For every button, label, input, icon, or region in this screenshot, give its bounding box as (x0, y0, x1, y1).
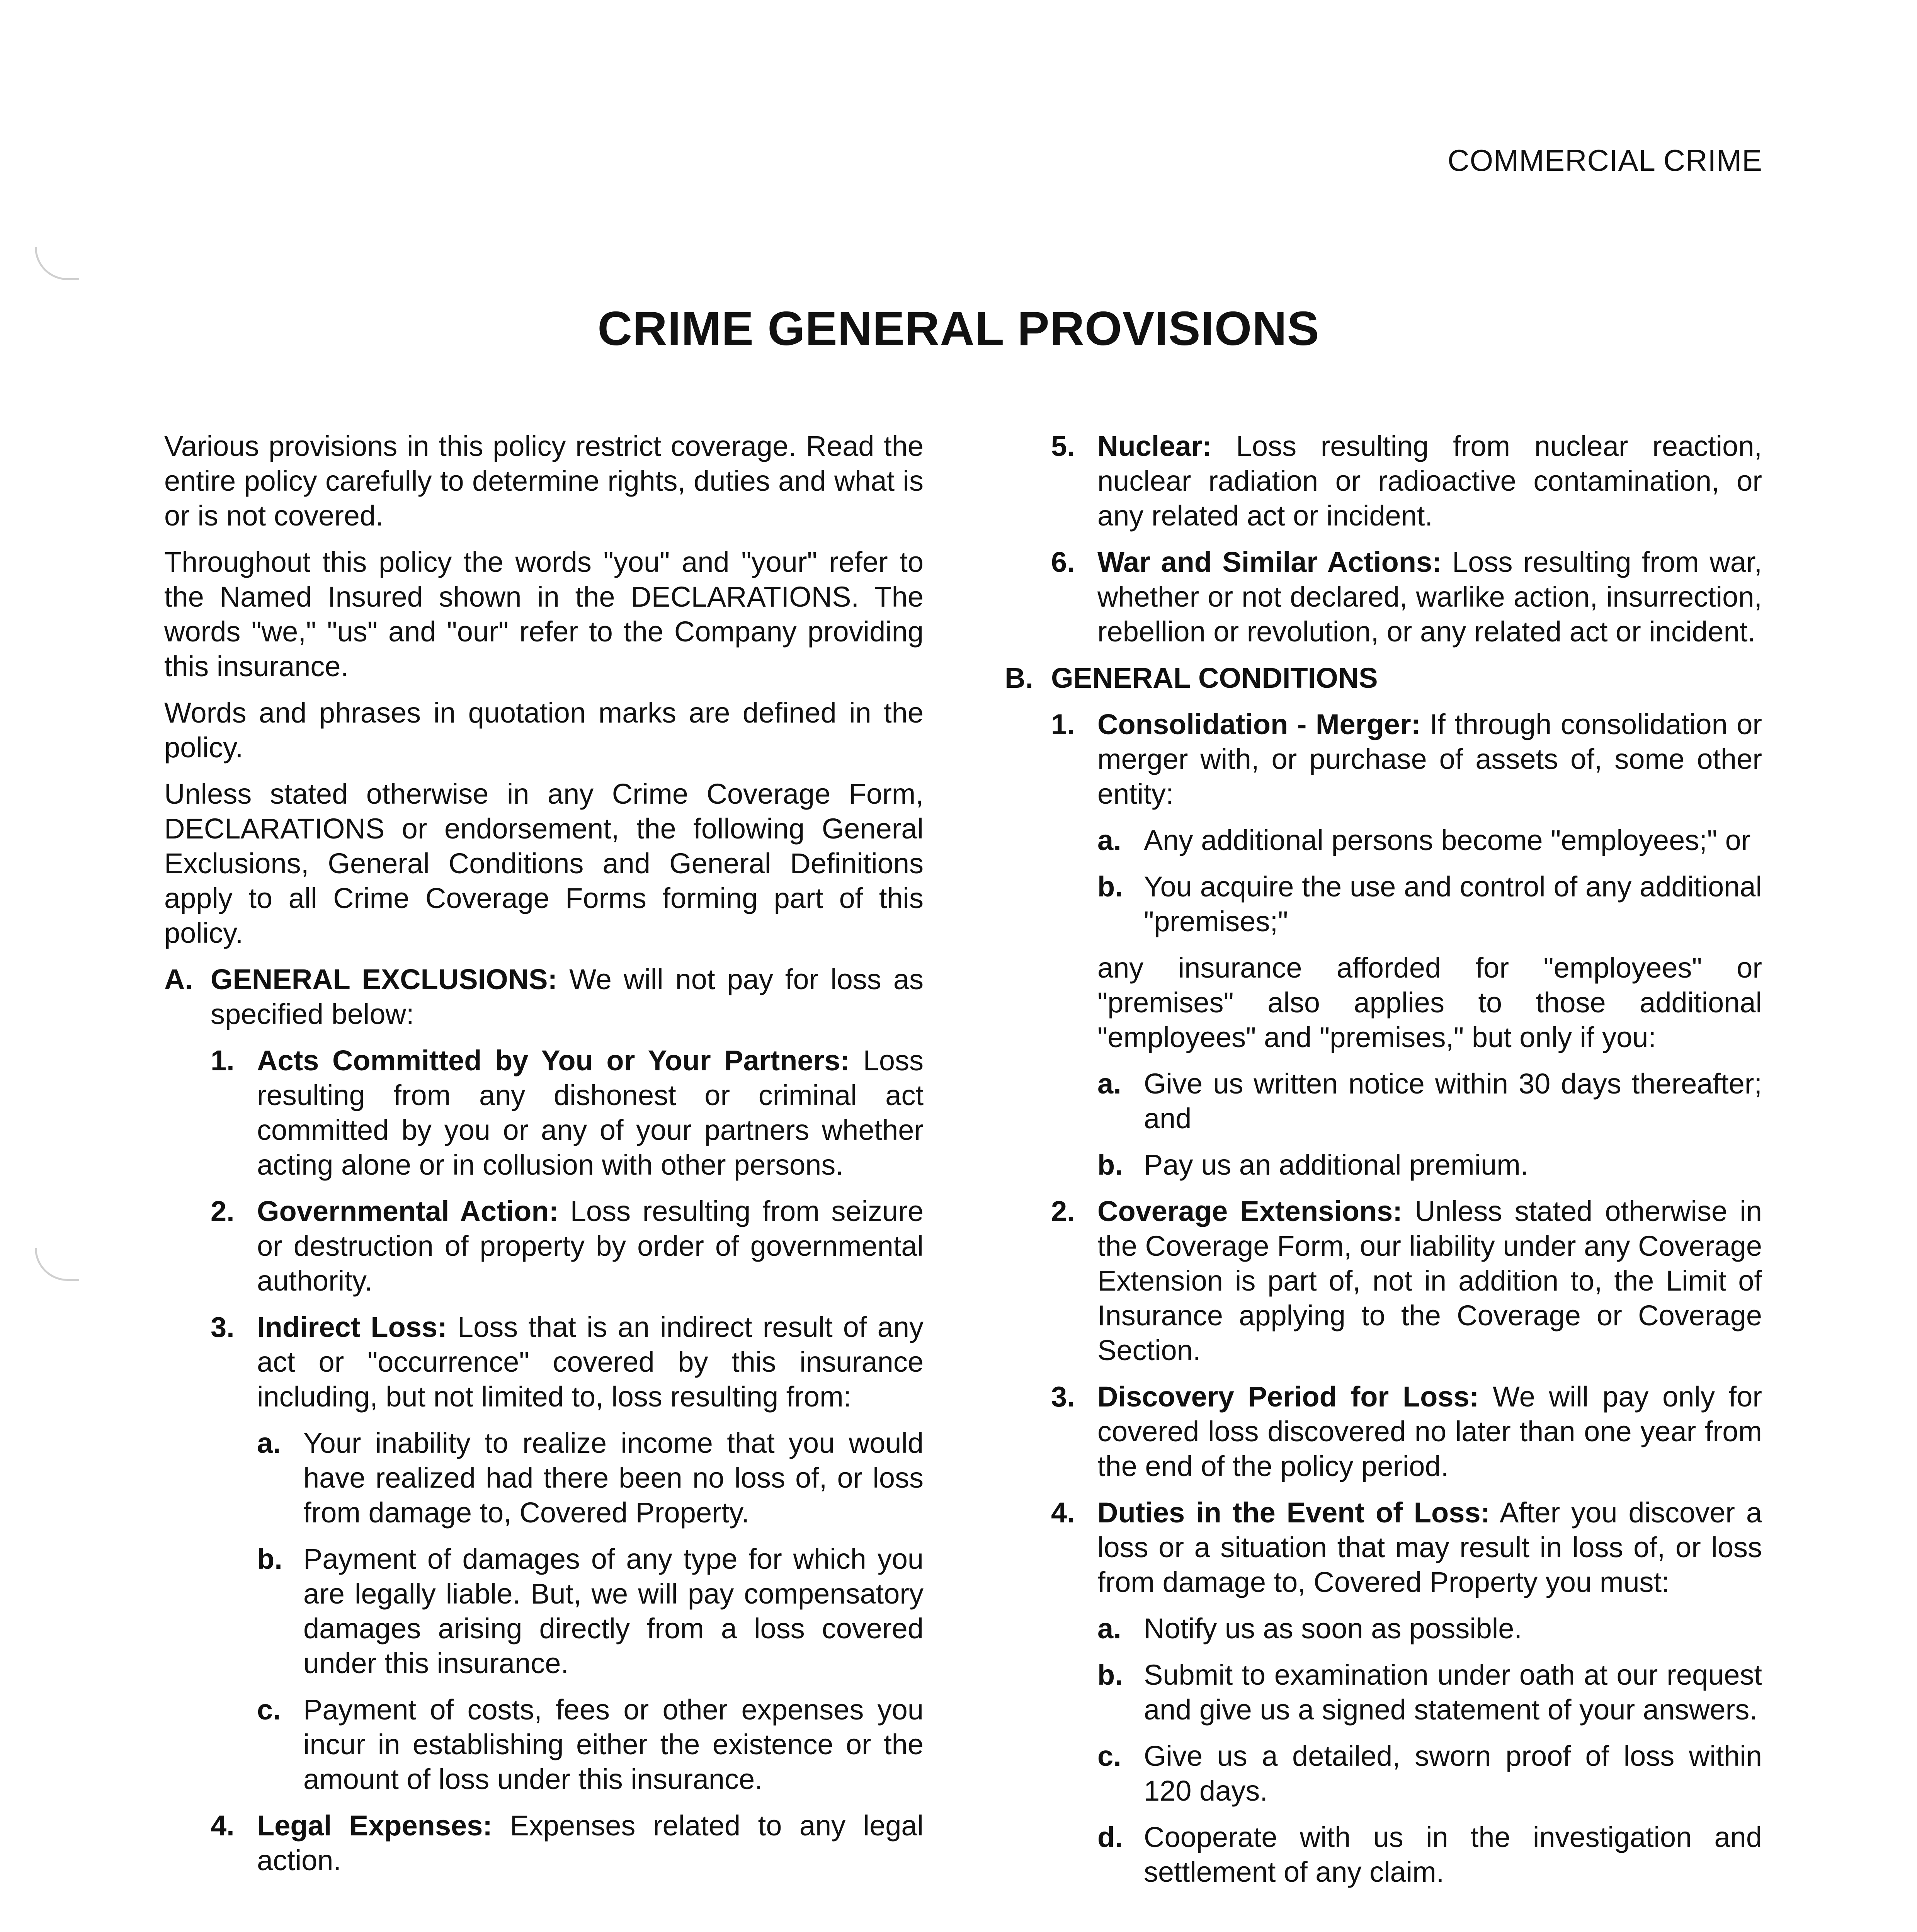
item-marker: a. (1097, 1068, 1121, 1100)
item-text: Payment of damages of any type for which you are legally liable. But, we will pay compensatory damages arising directly from a loss covered under this insurance. (303, 1543, 924, 1679)
merger-subitem (1005, 869, 1762, 939)
duties-subitem (1005, 1658, 1762, 1727)
merger-requirement (1005, 1148, 1762, 1182)
item-text: After you discover a loss or a situation that may result in loss of, or loss from damage to, Covered Property you must: (1097, 1497, 1762, 1598)
indirect-loss-subitem (164, 1692, 924, 1797)
punch-mark-top (35, 247, 79, 280)
item-text: Your inability to realize income that you would have realized had there been no loss of, or loss from damage to, Covered Property. (303, 1427, 924, 1529)
item-text: Loss resulting from war, whether or not declared, warlike action, insurrection, rebellion or revolution, or any related act or incident. (1097, 546, 1762, 648)
item-marker: b. (257, 1543, 282, 1575)
exclusion-indirect-loss (164, 1310, 924, 1414)
item-text: We will pay only for covered loss discovered no later than one year from the end of the policy period. (1097, 1381, 1762, 1482)
item-marker: A. (164, 963, 193, 995)
item-marker: 6. (1051, 546, 1075, 578)
duties-subitem (1005, 1739, 1762, 1808)
item-text: Loss that is an indirect result of any act or "occurrence" covered by this insurance including, but not limited to, loss resulting from: (257, 1311, 924, 1413)
item-text: Submit to examination under oath at our request and give us a signed statement of your answers. (1144, 1659, 1762, 1726)
right-column (1005, 429, 1762, 1901)
indirect-loss-subitem (164, 1542, 924, 1681)
item-heading: Governmental Action: (257, 1195, 559, 1227)
item-text: Loss resulting from any dishonest or criminal act committed by you or any of your partners whether acting alone or in collusion with other persons. (257, 1044, 924, 1181)
intro-paragraph: Various provisions in this policy restrict coverage. Read the entire policy carefully to determine rights, duties and what is or is not covered. (164, 430, 924, 532)
item-marker: a. (1097, 824, 1121, 856)
section-a-general-exclusions (164, 962, 924, 1032)
item-marker: 3. (1051, 1381, 1075, 1413)
item-text: Loss resulting from seizure or destruction of property by order of governmental authority. (257, 1195, 924, 1297)
condition-duties-event-of-loss (1005, 1495, 1762, 1600)
item-text: Payment of costs, fees or other expenses you incur in establishing either the existence or the amount of loss under this insurance. (303, 1694, 924, 1795)
condition-consolidation-merger (1005, 707, 1762, 811)
left-column (164, 429, 924, 1889)
item-marker: b. (1097, 1659, 1123, 1691)
item-marker: c. (257, 1694, 281, 1726)
item-marker: 3. (211, 1311, 235, 1343)
item-marker: d. (1097, 1821, 1123, 1853)
item-text: If through consolidation or merger with, or purchase of assets of, some other entity: (1097, 708, 1762, 810)
item-marker: 2. (1051, 1195, 1075, 1227)
item-marker: a. (257, 1427, 281, 1459)
item-marker: 4. (1051, 1497, 1075, 1529)
merger-continuation: any insurance afforded for "employees" or "premises" also applies to those additional "employees" and "premises," but only if you: (1097, 952, 1762, 1053)
intro-paragraph: Throughout this policy the words "you" and "your" refer to the Named Insured shown in the DECLARATIONS. The words "we," "us" and "our" refer to the Company providing this insurance. (164, 546, 924, 682)
item-text: Give us written notice within 30 days thereafter; and (1144, 1068, 1762, 1134)
item-heading: Duties in the Event of Loss: (1097, 1497, 1490, 1529)
item-heading: GENERAL CONDITIONS (1051, 662, 1378, 694)
item-heading: Legal Expenses: (257, 1810, 492, 1842)
item-marker: a. (1097, 1612, 1121, 1645)
item-marker: 1. (1051, 708, 1075, 740)
item-heading: Discovery Period for Loss: (1097, 1381, 1479, 1413)
section-b-general-conditions (1005, 661, 1762, 696)
item-heading: GENERAL EXCLUSIONS: (211, 963, 558, 995)
item-text: Any additional persons become "employees;" or (1144, 824, 1751, 856)
duties-subitem (1005, 1820, 1762, 1889)
item-marker: 2. (211, 1195, 235, 1227)
item-text: You acquire the use and control of any additional "premises;" (1144, 871, 1762, 937)
exclusion-nuclear (1005, 429, 1762, 533)
item-heading: Acts Committed by You or Your Partners: (257, 1044, 850, 1077)
exclusion-war (1005, 545, 1762, 649)
item-text: Unless stated otherwise in the Coverage Form, our liability under any Coverage Extension is part of, not in addition to, the Limit of Insurance applying to the Coverage or Coverage Section. (1097, 1195, 1762, 1366)
duties-subitem (1005, 1611, 1762, 1646)
item-marker: b. (1097, 1149, 1123, 1181)
punch-mark-middle (35, 1248, 79, 1281)
item-heading: Consolidation - Merger: (1097, 708, 1421, 740)
item-marker: 4. (211, 1810, 235, 1842)
item-marker: b. (1097, 871, 1123, 903)
item-marker: c. (1097, 1740, 1121, 1772)
item-marker: B. (1005, 662, 1033, 694)
condition-discovery-period (1005, 1379, 1762, 1484)
item-marker: 1. (211, 1044, 235, 1077)
intro-paragraph: Unless stated otherwise in any Crime Coverage Form, DECLARATIONS or endorsement, the following General Exclusions, General Conditions and General Definitions apply to all Crime Coverage Forms forming part of this policy. (164, 778, 924, 949)
item-text: Pay us an additional premium. (1144, 1149, 1529, 1181)
item-heading: Coverage Extensions: (1097, 1195, 1402, 1227)
item-heading: Indirect Loss: (257, 1311, 447, 1343)
condition-coverage-extensions (1005, 1194, 1762, 1368)
merger-requirement (1005, 1066, 1762, 1136)
exclusion-legal-expenses (164, 1808, 924, 1878)
intro-paragraph: Words and phrases in quotation marks are defined in the policy. (164, 697, 924, 764)
merger-subitem (1005, 823, 1762, 858)
item-text: Notify us as soon as possible. (1144, 1612, 1522, 1645)
item-marker: 5. (1051, 430, 1075, 462)
exclusion-governmental-action (164, 1194, 924, 1298)
item-heading: War and Similar Actions: (1097, 546, 1442, 578)
item-text: Cooperate with us in the investigation and settlement of any claim. (1144, 1821, 1762, 1888)
section-header: COMMERCIAL CRIME (1448, 143, 1762, 177)
item-text: Expenses related to any legal action. (257, 1810, 924, 1876)
exclusion-acts-committed (164, 1043, 924, 1182)
item-heading: Nuclear: (1097, 430, 1212, 462)
item-text: We will not pay for loss as specified below: (211, 963, 924, 1030)
item-text: Loss resulting from nuclear reaction, nuclear radiation or radioactive contamination, or any related act or incident. (1097, 430, 1762, 532)
indirect-loss-subitem (164, 1426, 924, 1530)
item-text: Give us a detailed, sworn proof of loss within 120 days. (1144, 1740, 1762, 1807)
page-title: CRIME GENERAL PROVISIONS (597, 302, 1320, 355)
